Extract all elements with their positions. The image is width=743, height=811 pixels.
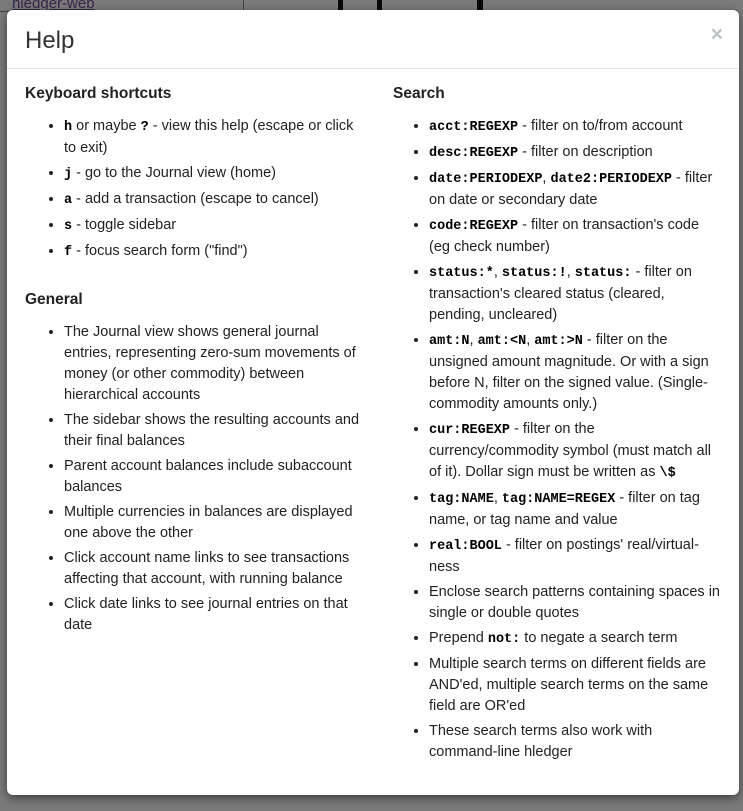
code-term: code:REGEXP (429, 219, 519, 234)
help-item: • The sidebar shows the resulting accounts and their final balances (64, 410, 362, 452)
help-column-left (25, 84, 376, 640)
section-heading: General (25, 291, 83, 308)
code-term: status:! (501, 266, 567, 281)
code-term: tag:NAME=REGEX (501, 492, 616, 507)
help-item: • h or maybe ? - view this help (escape or click to exit) (64, 116, 362, 159)
code-term: f (64, 245, 73, 260)
code-term: desc:REGEXP (429, 146, 519, 161)
help-item: • amt:N, amt:<N, amt:>N - filter on the unsigned amount magnitude. Or with a sign before N, filter on the signed value. (Single-commodity amounts only.) (429, 330, 723, 415)
code-term: acct:REGEXP (429, 120, 519, 135)
help-list (393, 116, 723, 763)
modal-header (7, 10, 739, 69)
code-term: status:* (429, 266, 494, 281)
help-item: • Parent account balances include subaccount balances (64, 456, 362, 498)
code-term: amt:>N (534, 334, 583, 349)
help-item: • acct:REGEXP - filter on to/from account (429, 116, 723, 138)
close-button[interactable] (711, 24, 723, 45)
code-term: ? (140, 120, 149, 135)
help-modal (7, 10, 739, 795)
help-item: • These search terms also work with command-line hledger (429, 721, 723, 763)
help-item: • a - add a transaction (escape to cancel) (64, 189, 362, 211)
help-item: • s - toggle sidebar (64, 215, 362, 237)
modal-title: Help (25, 27, 75, 54)
help-item: • j - go to the Journal view (home) (64, 163, 362, 185)
help-item: • Multiple currencies in balances are displayed one above the other (64, 502, 362, 544)
help-item: • The Journal view shows general journal entries, representing zero-sum movements of money (or other commodity) between hierarchical accounts (64, 322, 362, 406)
code-term: amt:N (429, 334, 470, 349)
code-term: j (64, 167, 73, 182)
code-term: not: (487, 632, 521, 647)
code-term: status: (574, 266, 632, 281)
help-list (25, 116, 362, 263)
help-column-right (376, 84, 727, 767)
code-term: date:PERIODEXP (429, 172, 543, 187)
section-heading: Keyboard shortcuts (25, 85, 172, 102)
code-term: s (64, 219, 73, 234)
code-term: cur:REGEXP (429, 423, 511, 438)
modal-body (7, 69, 739, 787)
section-heading: Search (393, 85, 445, 102)
help-item: • Click account name links to see transactions affecting that account, with running balance (64, 548, 362, 590)
code-term: h (64, 120, 73, 135)
help-item: • status:*, status:!, status: - filter on transaction's cleared status (cleared, pending, uncleared) (429, 262, 723, 326)
code-term: \$ (659, 466, 676, 481)
code-term: a (64, 193, 73, 208)
help-item: • cur:REGEXP - filter on the currency/commodity symbol (must match all of it). Dollar sign must be written as \$ (429, 419, 723, 484)
help-item: • Multiple search terms on different fields are AND'ed, multiple search terms on the same field are OR'ed (429, 654, 723, 717)
help-item: • tag:NAME, tag:NAME=REGEX - filter on tag name, or tag name and value (429, 488, 723, 531)
help-item: • desc:REGEXP - filter on description (429, 142, 723, 164)
code-term: real:BOOL (429, 539, 502, 554)
help-item: • date:PERIODEXP, date2:PERIODEXP - filter on date or secondary date (429, 168, 723, 211)
help-item: • f - focus search form ("find") (64, 241, 362, 263)
help-item: • Enclose search patterns containing spaces in single or double quotes (429, 582, 723, 624)
help-list (25, 322, 362, 636)
help-item: • real:BOOL - filter on postings' real/virtual-ness (429, 535, 723, 578)
code-term: tag:NAME (429, 492, 494, 507)
help-item: • code:REGEXP - filter on transaction's code (eg check number) (429, 215, 723, 258)
help-item: • Click date links to see journal entries on that date (64, 594, 362, 636)
code-term: date2:PERIODEXP (550, 172, 673, 187)
help-item: • Prepend not: to negate a search term (429, 628, 723, 650)
code-term: amt:<N (477, 334, 527, 349)
close-icon: × (710, 23, 723, 46)
